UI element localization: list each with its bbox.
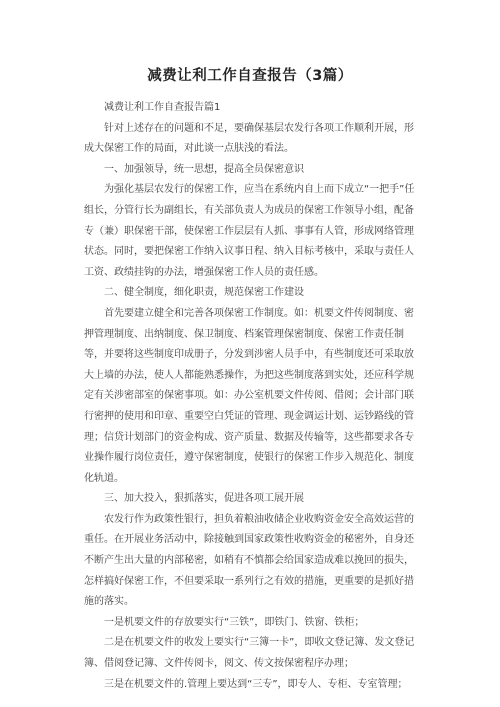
paragraph-section-3: 农发行作为政策性银行，担负着粮油收储企业收购资金安全高效运营的重任。在开展业务活动中，除接触到国家政策性收购资金的秘密外，自身还不断产生出大量的内部秘密，如稍有不慎都会给国家造成难以挽回的损失，怎样搞好保密工作，不但要采取一系列行之有效的措施，更重要的是抓好措施的落实。 [84, 513, 414, 608]
section-heading-2: 二、健全制度，细化职责，规范保密工作建设 [104, 287, 304, 299]
paragraph-intro: 针对上述存在的问题和不足，要确保基层农发行各项工作顺利开展，形成大保密工作的局面，对此谈一点肤浅的看法。 [84, 122, 414, 155]
document-title: 减费让利工作自查报告（3篇） [147, 68, 353, 84]
section-heading-3: 三、加大投入，狠抓落实，促进各项工展开展 [104, 493, 304, 505]
paragraph-section-1: 为强化基层农发行的保密工作，应当在系统内自上而下成立“一把手”任组长，分管行长为副组长，有关部负责人为成员的保密工作领导小组，配备专（兼）职保密干部，使保密工作层层有人抓、事事有人管，形成网络管理状态。同时，要把保密工作纳入议事日程、纳入目标考核中，采取与责任人工资、政绩挂钩的办法，增强保密工作人员的责任感。 [84, 184, 415, 278]
paragraph-section-2: 首先要建立健全和完善各项保密工作制度。如：机要文件传阅制度、密押管理制度、出纳制度、保卫制度、档案管理保密制度、保密工作责任制等，并要将这些制度印成册子，分发到涉密人员手中，有些制度还可采取放大上墙的办法，使人人都能熟悉操作，为把这些制度落到实处，还应科学规定有关涉密部室的保密事项。如：办公室机要文件传阅、借阅；会计部门联行密押的使用和印章、重要空白凭证的管理、现金调运计划、运钞路线的管理；信贷计划部门的资金构成、资产质量、数据及传输等，这些都要求各专业操作履行岗位责任，遵守保密制度，使银行的保密工作步入规范化、制度化轨道。 [84, 307, 414, 484]
list-item-2: 二是在机要文件的收发上要实行“三簿一卡”，即收文登记簿、发文登记簿、借阅登记簿、文件传阅卡，阅文、传文按保密程序办理； [84, 637, 415, 670]
subheading-report-1: 减费让利工作自查报告篇1 [104, 102, 221, 113]
list-item-1: 一是机要文件的存放要实行“三铁”，即铁门、铁窗、铁柜； [104, 616, 365, 628]
list-item-3: 三是在机要文件的.管理上要达到“三专”，即专人、专柜、专室管理； [104, 678, 408, 690]
document-body [84, 98, 420, 695]
section-heading-1: 一、加强领导，统一思想，提高全员保密意识 [104, 163, 304, 175]
